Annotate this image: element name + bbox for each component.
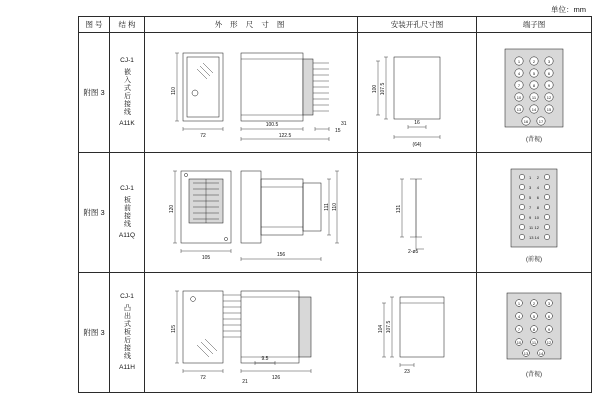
- svg-text:9: 9: [547, 83, 551, 88]
- row2-terminal-drawing: [477, 153, 592, 273]
- svg-text:7: 7: [517, 83, 521, 88]
- header-structure: 结 构: [110, 17, 145, 33]
- svg-text:2: 2: [536, 175, 539, 180]
- svg-text:9: 9: [547, 327, 551, 332]
- row1-terminal-drawing: [477, 33, 592, 153]
- svg-text:23: 23: [404, 369, 410, 375]
- svg-text:111: 111: [324, 203, 330, 211]
- row2-terminal-caption: (前视): [526, 257, 542, 263]
- row1-struct-text: 嵌入式后接线: [123, 68, 131, 116]
- svg-text:1: 1: [517, 301, 521, 306]
- row3-drawing-no: 附图 3: [79, 273, 110, 393]
- svg-text:14: 14: [534, 235, 539, 240]
- row3-terminal-drawing: [477, 273, 592, 393]
- row3-struct-code: A11H: [119, 364, 135, 371]
- svg-text:10: 10: [534, 215, 539, 220]
- svg-text:107.5: 107.5: [380, 82, 386, 96]
- row2-struct-name: CJ-1: [120, 185, 134, 192]
- header-mounting-hole: 安装开孔尺寸图: [358, 17, 477, 33]
- svg-text:2: 2: [532, 301, 536, 306]
- row3-struct-text: 凸出式板后接线: [123, 304, 131, 360]
- row1-struct-code: A11K: [119, 120, 135, 127]
- row2-structure: [110, 153, 145, 273]
- table-header: [79, 17, 592, 33]
- row2-outline-drawing: [145, 153, 358, 273]
- header-terminal-diagram: 端子图: [477, 17, 592, 33]
- table-row: [79, 273, 592, 393]
- dimension-table: [78, 16, 592, 393]
- row2-drawing-no: 附图 3: [79, 153, 110, 273]
- svg-text:16: 16: [414, 120, 420, 126]
- svg-text:72: 72: [200, 375, 206, 381]
- svg-text:1: 1: [529, 175, 532, 180]
- header-drawing-no: 图 号: [79, 17, 110, 33]
- svg-text:5: 5: [532, 71, 536, 76]
- svg-text:14: 14: [538, 351, 544, 356]
- svg-text:3: 3: [529, 185, 532, 190]
- row1-outline-drawing: [145, 33, 358, 153]
- svg-text:5: 5: [529, 195, 532, 200]
- svg-text:31: 31: [341, 121, 347, 127]
- svg-text:4: 4: [517, 71, 521, 76]
- row1-hole-drawing: [358, 33, 477, 153]
- svg-text:12: 12: [534, 225, 539, 230]
- svg-text:120: 120: [169, 204, 175, 214]
- svg-text:6: 6: [547, 71, 551, 76]
- svg-text:12: 12: [546, 95, 552, 100]
- svg-text:13: 13: [516, 107, 522, 112]
- svg-text:15: 15: [335, 128, 341, 134]
- svg-text:126: 126: [271, 375, 281, 381]
- svg-text:(64): (64): [412, 142, 422, 148]
- svg-text:12: 12: [546, 340, 552, 345]
- unit-note: 单位：mm: [551, 5, 586, 14]
- table-body: [79, 33, 592, 393]
- row1-drawing-no: 附图 3: [79, 33, 110, 153]
- svg-text:4: 4: [536, 185, 539, 190]
- row3-hole-drawing: [358, 273, 477, 393]
- svg-text:104: 104: [378, 324, 384, 334]
- svg-text:13: 13: [523, 351, 529, 356]
- row2-hole-note: 2-ø5: [408, 249, 419, 255]
- row3-structure: [110, 273, 145, 393]
- svg-text:110: 110: [171, 87, 177, 95]
- row3-terminal-caption: (背视): [526, 372, 542, 378]
- svg-text:8: 8: [532, 327, 536, 332]
- svg-text:14: 14: [531, 107, 537, 112]
- table-row: [79, 33, 592, 153]
- svg-text:105: 105: [201, 255, 211, 261]
- svg-text:16: 16: [523, 119, 529, 124]
- svg-text:10: 10: [516, 340, 522, 345]
- svg-text:21: 21: [242, 379, 248, 385]
- svg-text:1: 1: [517, 59, 521, 64]
- table-header-row: [79, 17, 592, 33]
- svg-text:8: 8: [536, 205, 539, 210]
- row1-struct-name: CJ-1: [120, 57, 134, 64]
- row1-structure: [110, 33, 145, 153]
- svg-text:17: 17: [538, 119, 544, 124]
- svg-text:3: 3: [547, 59, 551, 64]
- header-outline-dimensions: 外 形 尺 寸 图: [145, 17, 358, 33]
- svg-text:9.5: 9.5: [261, 356, 269, 362]
- row3-struct-name: CJ-1: [120, 293, 134, 300]
- svg-text:15: 15: [546, 107, 552, 112]
- svg-text:110: 110: [332, 203, 338, 211]
- svg-text:7: 7: [529, 205, 532, 210]
- svg-text:4: 4: [517, 314, 521, 319]
- svg-text:11: 11: [531, 340, 537, 345]
- svg-text:10: 10: [516, 95, 522, 100]
- svg-text:122.5: 122.5: [278, 133, 292, 139]
- svg-text:11: 11: [531, 95, 537, 100]
- svg-text:5: 5: [532, 314, 536, 319]
- row2-struct-code: A11Q: [118, 232, 136, 239]
- svg-text:2: 2: [532, 59, 536, 64]
- svg-text:6: 6: [547, 314, 551, 319]
- svg-text:107.5: 107.5: [386, 320, 392, 334]
- svg-text:7: 7: [517, 327, 521, 332]
- svg-text:115: 115: [171, 325, 177, 333]
- svg-text:13: 13: [529, 235, 534, 240]
- row3-outline-drawing: [145, 273, 358, 393]
- svg-text:11: 11: [529, 225, 534, 230]
- svg-text:6: 6: [536, 195, 539, 200]
- svg-text:3: 3: [547, 301, 551, 306]
- svg-text:9: 9: [529, 215, 532, 220]
- svg-text:131: 131: [396, 204, 402, 214]
- svg-text:8: 8: [532, 83, 536, 88]
- row2-struct-text: 板前接线: [123, 196, 131, 228]
- row1-terminal-caption: (背视): [526, 137, 542, 143]
- row2-hole-drawing: [358, 153, 477, 273]
- svg-text:100: 100: [372, 84, 378, 94]
- svg-text:72: 72: [200, 133, 206, 139]
- svg-text:156: 156: [276, 252, 286, 258]
- table-row: [79, 153, 592, 273]
- svg-text:100.5: 100.5: [265, 122, 279, 128]
